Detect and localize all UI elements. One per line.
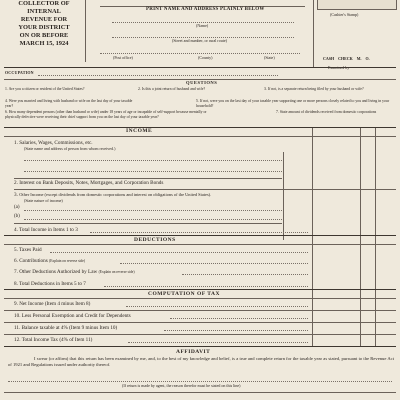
question-7-text: State amount of dividends received from domestic corporations bbox=[279, 110, 377, 114]
question-2-text: Is this a joint return of husband and wife? bbox=[141, 87, 206, 91]
payment-codes: CASH CHECK M. O. bbox=[323, 56, 370, 61]
affidavit-title: AFFIDAVIT bbox=[176, 349, 211, 355]
question-5 bbox=[196, 99, 394, 108]
question-7 bbox=[276, 110, 388, 115]
salary-bottom-rule bbox=[14, 178, 282, 179]
computation-item-9-label: Net Income (Item 4 minus Item 8) bbox=[19, 301, 91, 307]
amount-column-cents bbox=[360, 128, 361, 346]
deduction-item-7-label: Other Deductions Authorized by Law bbox=[19, 269, 98, 275]
income-title-rule bbox=[4, 136, 396, 137]
income-item-4-number: 4. bbox=[14, 227, 18, 233]
computation-title: COMPUTATION OF TAX bbox=[148, 291, 220, 297]
deduction-item-6-number: 6. bbox=[14, 258, 18, 264]
cashier-stamp-box bbox=[317, 0, 397, 10]
agent-reason-line[interactable] bbox=[8, 381, 392, 382]
affidavit-text: I swear (or affirm) that this return has been examined by me, and, to the best of my knowledge and belief, is a true and complete return for the taxable year as stated, pursuant to the Revenue Act of 1921 and Regulations issued under authority thereof. bbox=[8, 356, 394, 367]
other-income-bottom-rule bbox=[14, 223, 282, 224]
questions-title: QUESTIONS bbox=[186, 80, 218, 85]
header-divider bbox=[85, 0, 86, 62]
computation-item-12 bbox=[14, 337, 92, 343]
question-4-number: 4. bbox=[5, 99, 8, 103]
income-item-1-number: 1. bbox=[14, 140, 18, 146]
deduction-item-5-label: Taxes Paid bbox=[19, 247, 42, 253]
cashier-stamp-caption: (Cashier's Stamp) bbox=[330, 12, 359, 17]
total-income-leader bbox=[90, 232, 308, 233]
deduction-item-7 bbox=[14, 269, 135, 275]
question-5-text: If not, were you on the last day of your taxable year supporting one or more persons closely related to you and living in your household? bbox=[196, 99, 390, 108]
occupation-label: OCCUPATION bbox=[5, 70, 34, 75]
other-income-line-a[interactable] bbox=[24, 210, 282, 211]
deduction-item-8-label: Total Deductions in Items 5 to 7 bbox=[19, 281, 86, 287]
question-7-number: 7. bbox=[276, 110, 279, 114]
instruction-line-3: REVENUE FOR bbox=[20, 16, 68, 24]
income-bottom-rule bbox=[4, 235, 396, 236]
income-item-2 bbox=[14, 180, 163, 186]
income-item-3-number: 3. bbox=[14, 192, 18, 198]
amount-column-right bbox=[375, 128, 376, 346]
filing-instructions bbox=[8, 0, 80, 49]
question-5-number: 5. bbox=[196, 99, 199, 103]
other-income-sub-b: (b) bbox=[14, 214, 20, 219]
question-6-text: How many dependent persons (other than husband or wife) under 18 years of age or incapable of self-support because mentally or physically defective were receiving their chief support from you on the last day of your taxable year? bbox=[5, 110, 207, 119]
computation-item-9 bbox=[14, 301, 90, 307]
computation-item-11-label: Balance taxable at 4% (Item 9 minus Item 10) bbox=[21, 325, 118, 331]
affidavit-footer: (If return is made by agent, the reason therefor must be stated on this line) bbox=[122, 383, 241, 388]
computation-item-10-label: Less Personal Exemption and Credit for Dependents bbox=[21, 313, 131, 319]
net-income-rule bbox=[4, 310, 396, 311]
salary-line-1[interactable] bbox=[24, 160, 282, 161]
question-1-text: Are you a citizen or resident of the United States? bbox=[8, 87, 85, 91]
other-deductions-leader bbox=[182, 274, 308, 275]
street-caption: (Street and number, or rural route) bbox=[172, 38, 227, 43]
county-caption: (County) bbox=[198, 55, 213, 60]
income-item-3-label: Other Income (except dividends from domestic corporations and interest on obligations of the United States). bbox=[19, 192, 212, 197]
income-item-4-label: Total Income in Items 1 to 3 bbox=[19, 227, 78, 233]
question-1-number: 1. bbox=[5, 87, 8, 91]
computation-item-10-number: 10. bbox=[14, 313, 21, 319]
stamp-divider bbox=[313, 0, 314, 68]
deduction-item-6-label: Contributions bbox=[19, 258, 48, 264]
balance-rule bbox=[4, 334, 396, 335]
deduction-item-5 bbox=[14, 247, 42, 253]
other-income-line-b[interactable] bbox=[24, 219, 282, 220]
computation-item-11-number: 11. bbox=[14, 325, 21, 331]
instruction-line-4: YOUR DISTRICT bbox=[18, 24, 70, 32]
deduction-item-7-note: (Explain on reverse side) bbox=[98, 270, 135, 274]
question-6-number: 6. bbox=[5, 110, 8, 114]
name-caption: (Name) bbox=[196, 23, 209, 28]
post-office-caption: (Post office) bbox=[113, 55, 133, 60]
exemption-leader bbox=[170, 318, 308, 319]
deduction-item-6-note: (Explain on reverse side) bbox=[49, 259, 86, 263]
examined-by-label: Examined by bbox=[328, 65, 350, 70]
balance-leader bbox=[164, 330, 308, 331]
total-deductions-leader bbox=[104, 286, 308, 287]
deductions-title-rule bbox=[4, 244, 396, 245]
occupation-line[interactable] bbox=[38, 75, 278, 76]
question-1 bbox=[5, 87, 123, 92]
question-4 bbox=[5, 99, 137, 108]
income-item-1-note: (State name and address of person from whom received.) bbox=[24, 146, 116, 151]
question-2 bbox=[138, 87, 256, 92]
instruction-line-2: INTERNAL bbox=[27, 8, 61, 16]
salary-line-2[interactable] bbox=[24, 171, 282, 172]
question-3-number: 3. bbox=[264, 87, 267, 91]
computation-item-12-label: Total Income Tax (4% of Item 11) bbox=[21, 337, 93, 343]
income-item-3-note: (State nature of income) bbox=[24, 198, 63, 203]
income-item-2-number: 2. bbox=[14, 180, 18, 186]
income-title: INCOME bbox=[126, 128, 153, 134]
income-column-left bbox=[283, 152, 284, 240]
deduction-item-6 bbox=[14, 258, 85, 264]
question-3-text: If not, is a separate return being filed by your husband or wife? bbox=[267, 87, 364, 91]
contributions-leader bbox=[120, 263, 308, 264]
net-income-leader bbox=[126, 306, 308, 307]
total-tax-leader bbox=[128, 342, 308, 343]
deductions-bottom-rule bbox=[4, 289, 396, 290]
deductions-title: DEDUCTIONS bbox=[134, 237, 176, 243]
header-bottom-rule bbox=[4, 67, 396, 68]
deduction-item-8-number: 8. bbox=[14, 281, 18, 287]
post-office-line[interactable] bbox=[100, 53, 300, 54]
income-item-2-label: Interest on Bank Deposits, Notes, Mortgages, and Corporation Bonds bbox=[19, 180, 164, 186]
income-item-1-label: Salaries, Wages, Commissions, etc. bbox=[19, 140, 93, 146]
computation-item-9-number: 9. bbox=[14, 301, 18, 307]
income-item-4 bbox=[14, 227, 78, 233]
question-4-text: Were you married and living with husband or wife on the last day of your taxable year? bbox=[5, 99, 133, 108]
instruction-line-1: COLLECTOR OF bbox=[18, 0, 70, 7]
deduction-item-5-number: 5. bbox=[14, 247, 18, 253]
interest-bottom-rule bbox=[14, 189, 396, 190]
questions-bottom-rule bbox=[4, 127, 396, 128]
question-3 bbox=[264, 87, 394, 92]
question-6 bbox=[5, 110, 223, 119]
print-instruction: PRINT NAME AND ADDRESS PLAINLY BELOW bbox=[146, 7, 265, 12]
computation-item-11 bbox=[14, 325, 117, 331]
computation-title-rule bbox=[4, 298, 396, 299]
computation-item-10 bbox=[14, 313, 131, 319]
instruction-line-6: MARCH 15, 1924 bbox=[19, 40, 69, 48]
amount-column-dollars bbox=[312, 128, 313, 346]
state-caption: (State) bbox=[264, 55, 275, 60]
question-2-number: 2. bbox=[138, 87, 141, 91]
deduction-item-8 bbox=[14, 281, 86, 287]
exemption-rule bbox=[4, 322, 396, 323]
other-income-sub-a: (a) bbox=[14, 205, 20, 210]
taxes-paid-leader bbox=[50, 252, 308, 253]
computation-bottom-rule bbox=[4, 346, 396, 347]
deduction-item-7-number: 7. bbox=[14, 269, 18, 275]
instruction-line-5: ON OR BEFORE bbox=[19, 32, 69, 40]
page-bottom-rule bbox=[4, 392, 396, 393]
computation-item-12-number: 12. bbox=[14, 337, 21, 343]
